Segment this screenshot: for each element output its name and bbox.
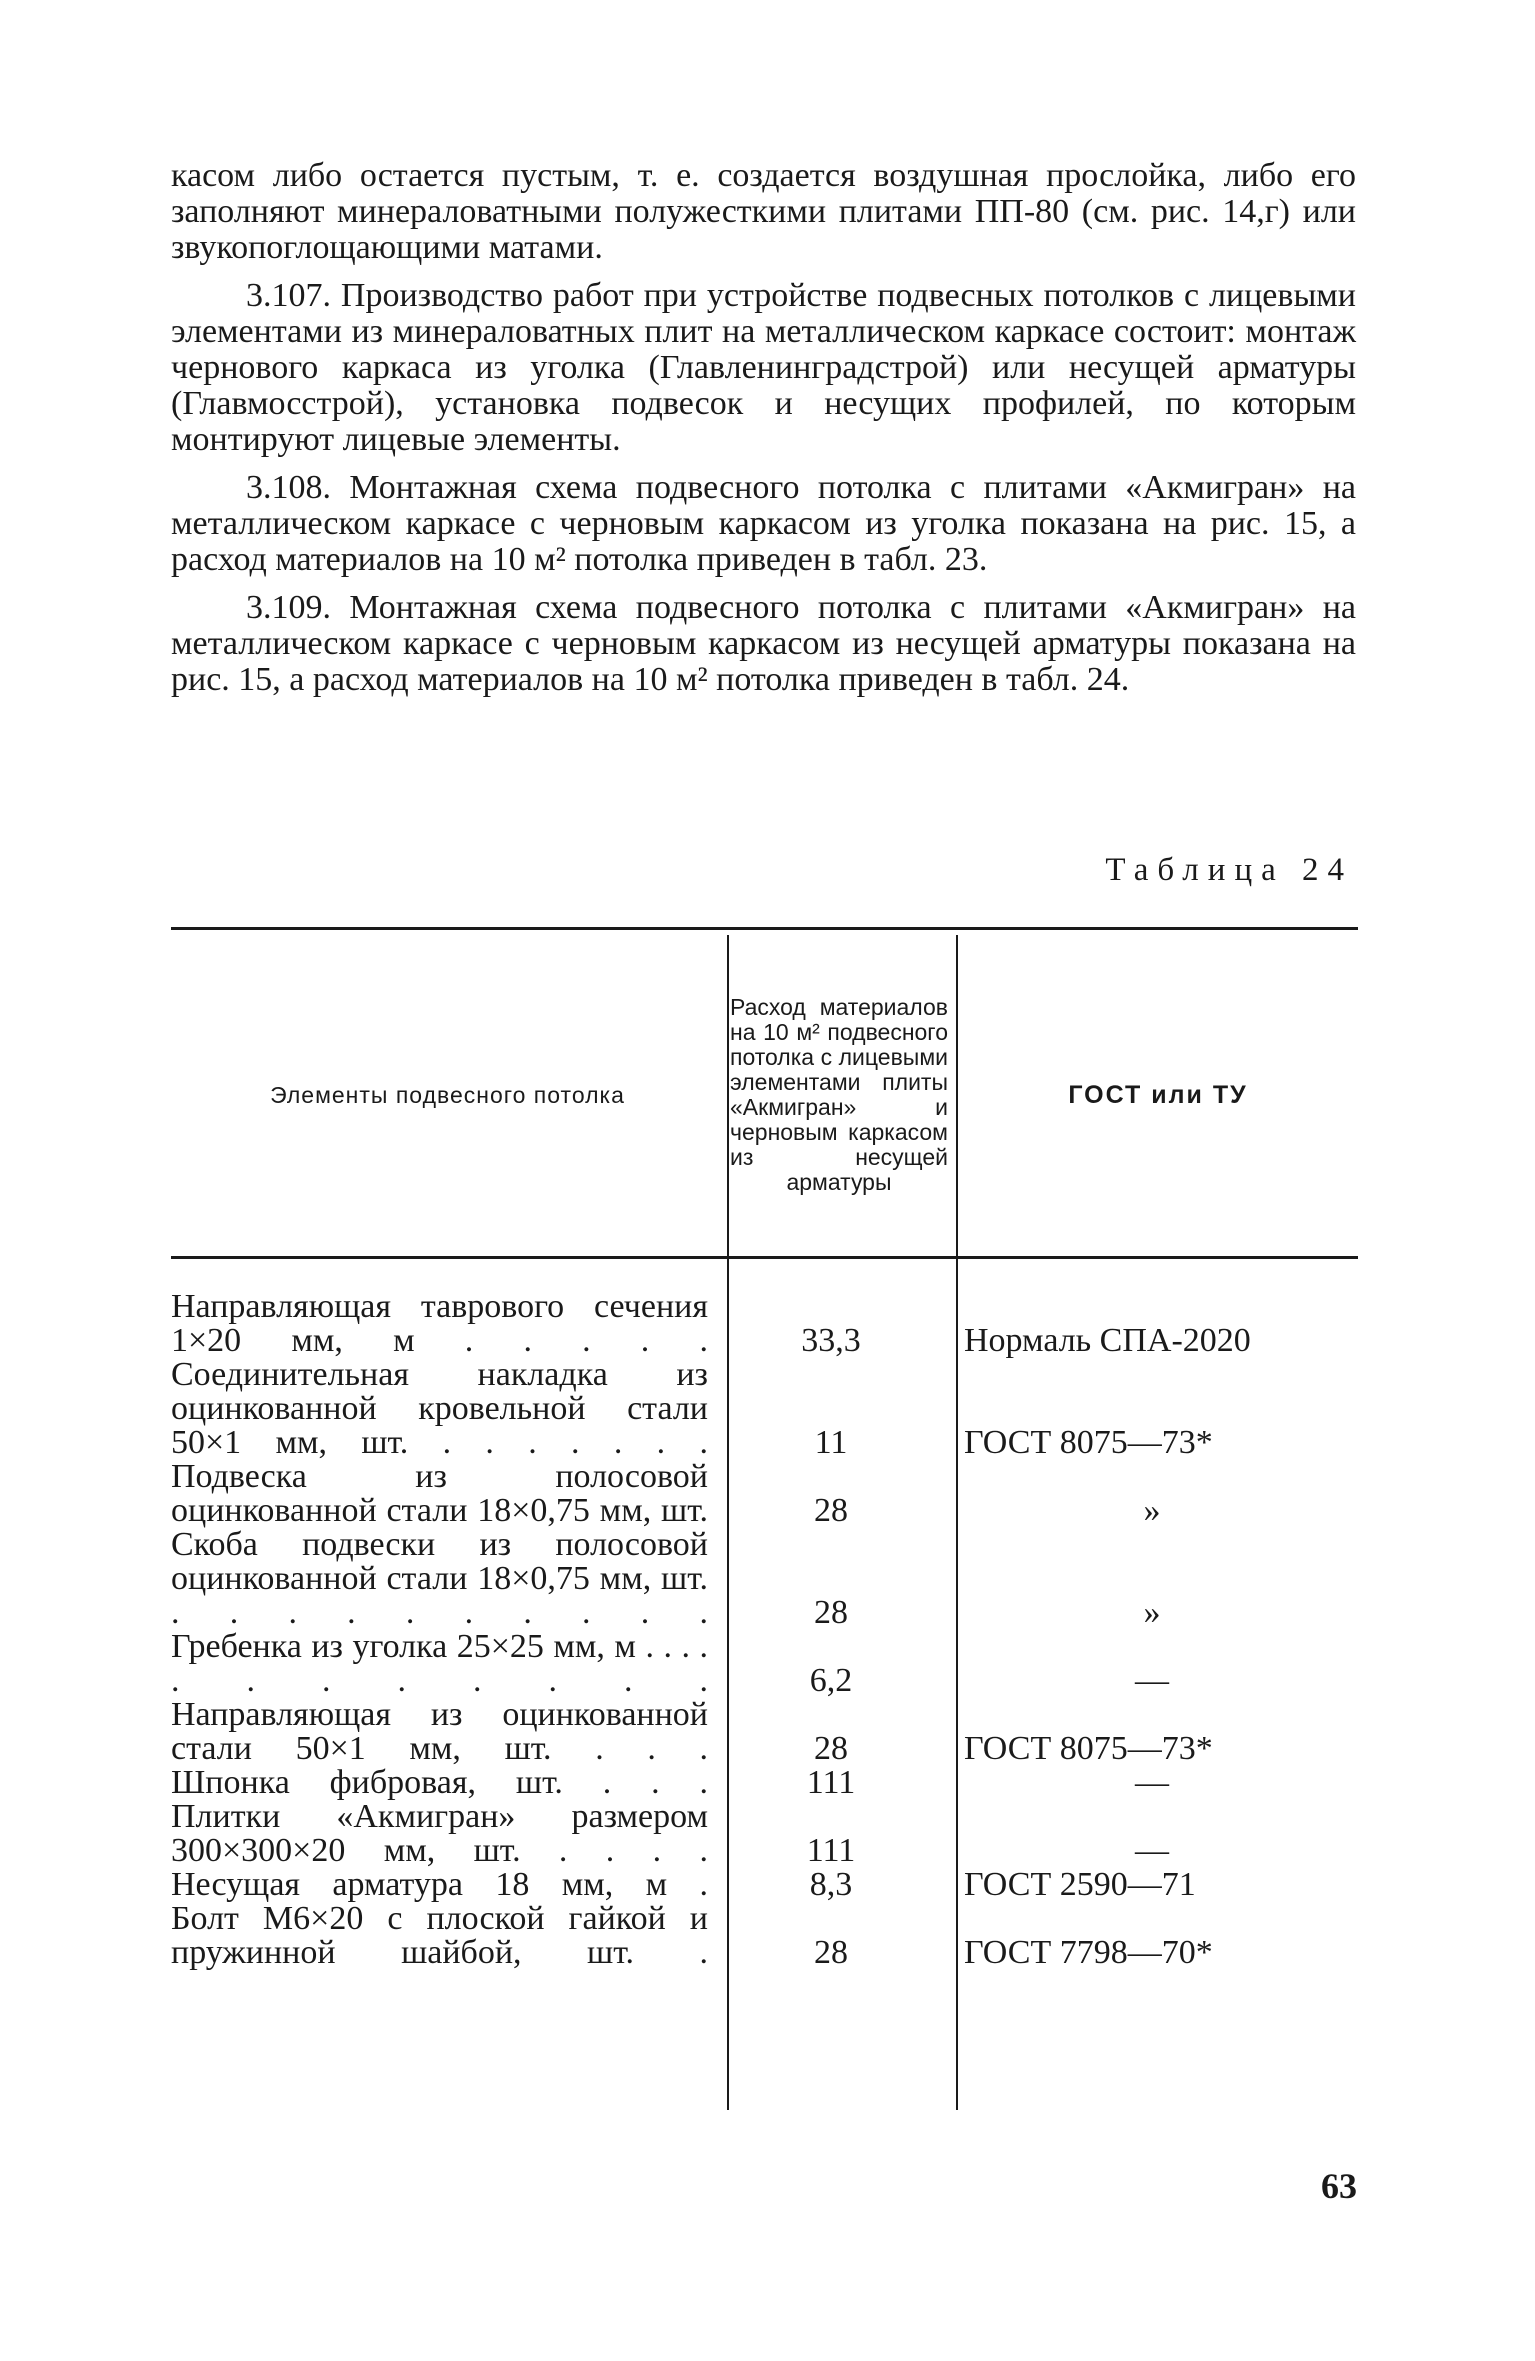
- row-element-name: Болт М6×20 с плоской гайкой и пружинной шайбой, шт. .: [171, 1900, 708, 1971]
- row-usage-value: 28: [814, 1730, 848, 1767]
- table-header-rule: [171, 1256, 1358, 1259]
- table-row: [171, 1800, 1358, 1868]
- row-gost-value: »: [1143, 1492, 1161, 1529]
- row-element-name: Направляющая из оцинкованной стали 50×1 мм, шт. . . .: [171, 1696, 708, 1767]
- row-usage-value: 33,3: [801, 1322, 861, 1359]
- body-text: [171, 158, 1356, 698]
- row-element-name: Плитки «Акмигран» размером 300×300×20 мм, шт. . . . .: [171, 1798, 708, 1869]
- row-gost-value: ГОСТ 8075—73*: [964, 1424, 1213, 1461]
- page-number: 63: [1321, 2166, 1357, 2206]
- paragraph-3-108: 3.108. Монтажная схема подвесного потолка с плитами «Акмигран» на металлическом каркасе с черновым каркасом из уголка показана на рис. 15, а расход материалов на 10 м² потолка приведен в табл. 23.: [171, 469, 1356, 578]
- row-gost-value: —: [1135, 1764, 1169, 1801]
- row-gost-value: Нормаль СПА-2020: [964, 1322, 1251, 1359]
- row-element-name: Скоба подвески из полосовой оцинкованной стали 18×0,75 мм, шт. . . . . . . . . . .: [171, 1526, 708, 1631]
- row-gost-value: —: [1135, 1662, 1169, 1699]
- table-row: [171, 1766, 1358, 1800]
- table-top-rule: [171, 927, 1358, 930]
- table-row: [171, 1460, 1358, 1528]
- row-element-name: Гребенка из уголка 25×25 мм, м . . . . . . . . . . . .: [171, 1628, 708, 1699]
- header-elements: [171, 940, 724, 1250]
- row-usage-value: 6,2: [809, 1662, 853, 1699]
- row-gost-value: »: [1143, 1594, 1161, 1631]
- row-gost-value: ГОСТ 2590—71: [964, 1866, 1196, 1903]
- row-element-name: Соединительная накладка из оцинкованной кровельной стали 50×1 мм, шт. . . . . . . .: [171, 1356, 708, 1461]
- header-material-usage: [730, 940, 948, 1250]
- header-gost-label: ГОСТ или ТУ: [1068, 1080, 1248, 1109]
- row-gost-value: ГОСТ 8075—73*: [964, 1730, 1213, 1767]
- paragraph-continuation: касом либо остается пустым, т. е. создается воздушная прослойка, либо его заполняют минераловатными полужесткими плитами ПП-80 (см. рис. 14,г) или звукопоглощающими матами.: [171, 157, 1356, 266]
- row-usage-value: 111: [806, 1764, 856, 1801]
- table-row: [171, 1358, 1358, 1460]
- row-usage-value: 8,3: [809, 1866, 853, 1903]
- row-gost-value: ГОСТ 7798—70*: [964, 1934, 1213, 1971]
- row-usage-value: 111: [806, 1832, 856, 1869]
- table-row: [171, 1698, 1358, 1766]
- row-gost-value: —: [1135, 1832, 1169, 1869]
- row-usage-value: 11: [814, 1424, 848, 1461]
- table-row: [171, 1868, 1358, 1902]
- header-elements-label: Элементы подвесного потолка: [270, 1081, 625, 1108]
- row-usage-value: 28: [814, 1934, 848, 1971]
- table-row: [171, 1528, 1358, 1630]
- paragraph-3-109: 3.109. Монтажная схема подвесного потолка с плитами «Акмигран» на металлическом каркасе с черновым каркасом из несущей арматуры показана на рис. 15, а расход материалов на 10 м² потолка приведен в табл. 24.: [171, 589, 1356, 698]
- table-body: [171, 1290, 1358, 1970]
- row-element-name: Подвеска из полосовой оцинкованной стали 18×0,75 мм, шт.: [171, 1458, 708, 1529]
- table-row: [171, 1630, 1358, 1698]
- row-usage-value: 28: [814, 1492, 848, 1529]
- table-row: [171, 1290, 1358, 1358]
- table-caption: Таблица 24: [1105, 852, 1353, 888]
- table-row: [171, 1902, 1358, 1970]
- header-gost: [958, 940, 1358, 1250]
- row-element-name: Направляющая таврового сечения 1×20 мм, м . . . . .: [171, 1288, 708, 1359]
- header-usage-label: Расход материалов на 10 м² подвесного потолка с лицевыми элементами плиты «Акмигран» и черновым каркасом из несущей арматуры: [730, 994, 948, 1195]
- row-usage-value: 28: [814, 1594, 848, 1631]
- paragraph-3-107: 3.107. Производство работ при устройстве подвесных потолков с лицевыми элементами из минераловатных плит на металлическом каркасе состоит: монтаж чернового каркаса из уголка (Главленинградстрой) или несущей арматуры (Главмосстрой), установка подвесок и несущих профилей, по которым монтируют лицевые элементы.: [171, 277, 1356, 458]
- row-element-name: Несущая арматура 18 мм, м .: [171, 1866, 708, 1903]
- row-element-name: Шпонка фибровая, шт. . . .: [171, 1764, 708, 1801]
